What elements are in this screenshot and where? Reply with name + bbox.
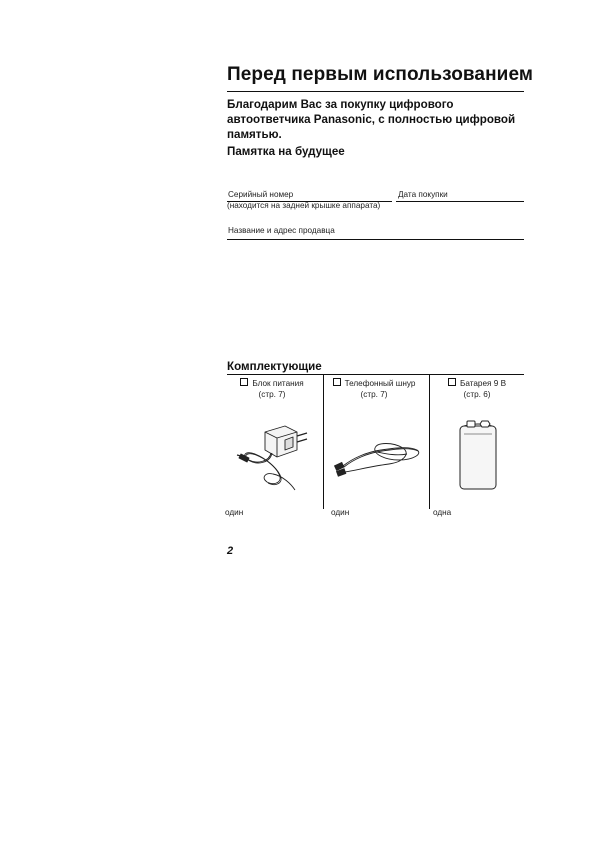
accessory-page-ref: (стр. 7) (360, 390, 388, 399)
dealer-label: Название и адрес продавца (228, 226, 335, 235)
accessory-quantity: одна (433, 508, 452, 517)
ac-adaptor-icon (235, 420, 315, 495)
telephone-cord-icon (333, 440, 425, 478)
serial-number-hint: (находится на задней крышке аппарата) (227, 201, 381, 210)
accessory-quantity: один (225, 508, 244, 517)
accessory-page-ref: (стр. 6) (463, 390, 491, 399)
purchase-date-label: Дата покупки (398, 190, 448, 199)
accessories-heading: Комплектующие (227, 360, 322, 373)
intro-text: Благодарим Вас за покупку цифрового автоответчика Panasonic, с полностью цифровой памятью. (227, 98, 516, 141)
serial-number-label: Серийный номер (228, 190, 294, 199)
accessory-ac-adaptor (222, 378, 322, 400)
page-number: 2 (227, 545, 234, 557)
accessory-name: Телефонный шнур (344, 379, 416, 388)
purchase-date-field[interactable] (396, 201, 524, 202)
accessory-name: Блок питания (252, 379, 304, 388)
accessory-page-ref: (стр. 7) (258, 390, 286, 399)
checkbox-icon[interactable] (448, 378, 456, 386)
dealer-field[interactable] (227, 239, 524, 240)
title-divider (227, 91, 524, 92)
page-title: Перед первым использованием (227, 64, 534, 85)
checkbox-icon[interactable] (333, 378, 341, 386)
accessory-quantity: один (331, 508, 350, 517)
battery-9v-icon (458, 420, 498, 492)
checkbox-icon[interactable] (240, 378, 248, 386)
memo-heading: Памятка на будущее (227, 145, 345, 158)
accessories-divider (227, 374, 524, 375)
accessory-name: Батарея 9 В (459, 379, 507, 388)
accessory-telephone-cord (324, 378, 424, 400)
accessory-battery (427, 378, 527, 400)
